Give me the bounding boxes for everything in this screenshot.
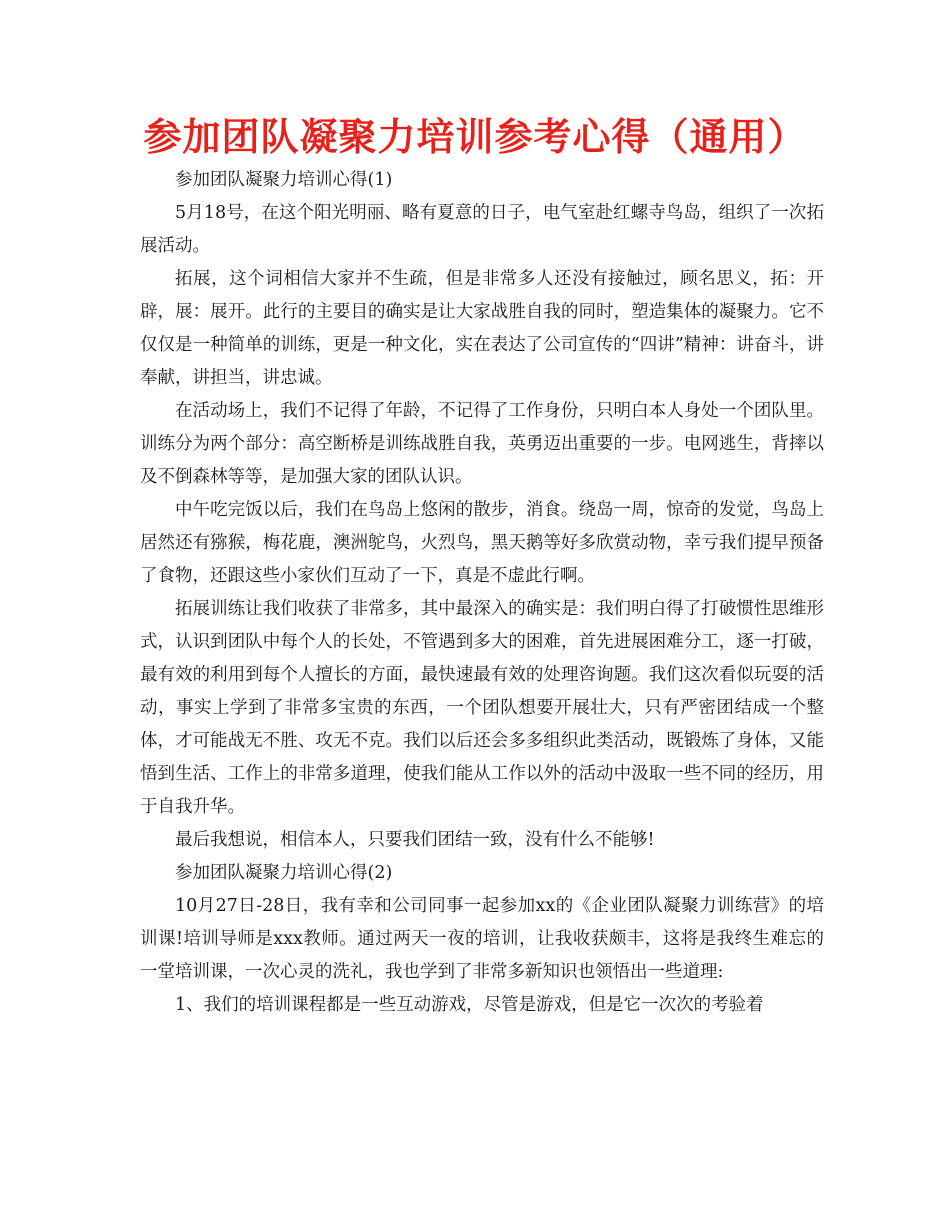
- document-title: 参加团队凝聚力培训参考心得（通用）: [143, 115, 807, 159]
- document-body: [140, 164, 824, 1022]
- paragraph: 中午吃完饭以后，我们在鸟岛上悠闲的散步，消食。绕岛一周，惊奇的发觉，鸟岛上居然还有猕猴，梅花鹿，澳洲鸵鸟，火烈鸟，黑天鹅等好多欣赏动物，幸亏我们提早预备了食物，还跟这些小家伙们互动了一下，真是不虚此行啊。: [140, 500, 824, 586]
- paragraph: 最后我想说，相信本人，只要我们团结一致，没有什么不能够!: [175, 830, 655, 850]
- paragraph: 在活动场上，我们不记得了年龄，不记得了工作身份，只明白本人身处一个团队里。训练分为两个部分：高空断桥是训练战胜自我，英勇迈出重要的一步。电网逃生，背摔以及不倒森林等等，是加强大家的团队认识。: [140, 401, 824, 487]
- section-heading: 参加团队凝聚力培训心得(2): [175, 863, 393, 883]
- paragraph: 拓展，这个词相信大家并不生疏，但是非常多人还没有接触过，顾名思义，拓：开辟，展：展开。此行的主要目的确实是让大家战胜自我的同时，塑造集体的凝聚力。它不仅仅是一种简单的训练，更是一种文化，实在表达了公司宣传的“四讲”精神：讲奋斗，讲奉献，讲担当，讲忠诚。: [140, 269, 824, 388]
- paragraph: 10月27日-28日，我有幸和公司同事一起参加xx的《企业团队凝聚力训练营》的培训课!培训导师是xxx教师。通过两天一夜的培训，让我收获颇丰，这将是我终生难忘的一堂培训课，一次心灵的洗礼，我也学到了非常多新知识也领悟出一些道理:: [140, 896, 824, 982]
- paragraph: 5月18号，在这个阳光明丽、略有夏意的日子，电气室赴红螺寺鸟岛，组织了一次拓展活动。: [140, 203, 824, 256]
- section-heading: 参加团队凝聚力培训心得(1): [175, 170, 393, 190]
- paragraph: 1、我们的培训课程都是一些互动游戏，尽管是游戏，但是它一次次的考验着: [175, 995, 764, 1015]
- paragraph: 拓展训练让我们收获了非常多，其中最深入的确实是：我们明白得了打破惯性思维形式，认识到团队中每个人的长处，不管遇到多大的困难，首先进展困难分工，逐一打破，最有效的利用到每个人擅长的方面，最快速最有效的处理咨询题。我们这次看似玩耍的活动，事实上学到了非常多宝贵的东西，一个团队想要开展壮大，只有严密团结成一个整体，才可能战无不胜、攻无不克。我们以后还会多多组织此类活动，既锻炼了身体，又能悟到生活、工作上的非常多道理，使我们能从工作以外的活动中汲取一些不同的经历，用于自我升华。: [140, 599, 824, 817]
